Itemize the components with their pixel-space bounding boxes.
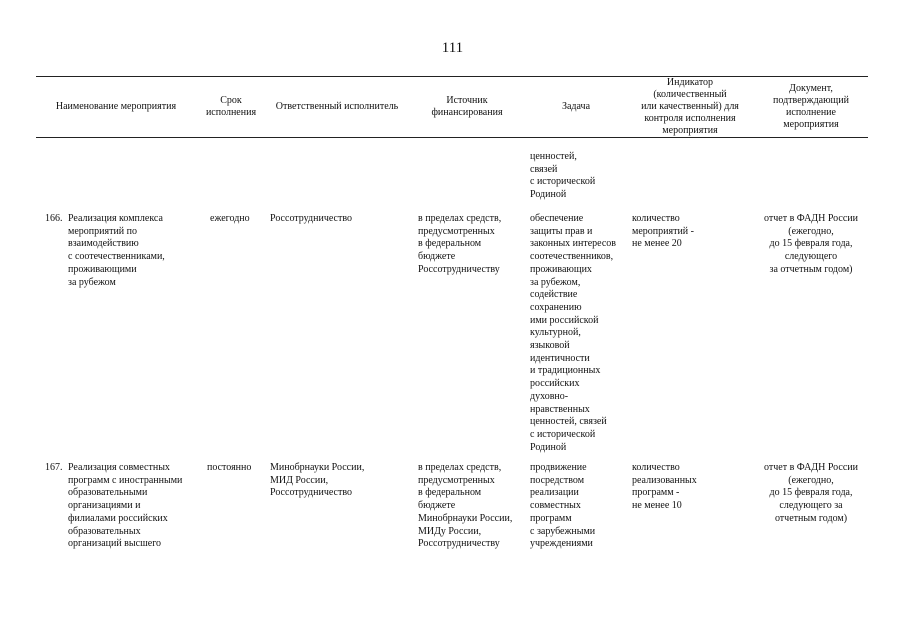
row-166-executor: Россотрудничество	[270, 213, 353, 224]
row-167-task: продвижение посредством реализации совместных программ с зарубежными учреждениями	[530, 462, 596, 550]
row-166-task: обеспечение защиты прав и законных интересов соотечественников, проживающих за рубежом, содействие сохранению ими российской культурной, языковой идентичности и традиционных российских духовно- нравственных ценностей, связей с исторической Родиной	[530, 213, 617, 453]
page-number: 111	[441, 40, 464, 56]
row-166-document: отчет в ФАДН России (ежегодно, до 15 февраля года, следующего за отчетным годом)	[764, 213, 858, 275]
continuation-task-text: ценностей, связей с исторической Родиной	[530, 151, 596, 201]
row-166-number: 166.	[45, 213, 63, 224]
header-indicator	[628, 78, 752, 136]
header-executor	[266, 78, 408, 136]
row-167-name: Реализация совместных программ с иностранными образовательными организациями и филиалами российских образовательных организаций высшего	[68, 462, 183, 550]
header-term-label: Срок исполнения	[205, 95, 257, 118]
header-task	[526, 78, 626, 136]
table-header-bottom-rule	[36, 137, 868, 138]
row-166-funding: в пределах средств, предусмотренных в федеральном бюджете Россотрудничеству	[418, 213, 502, 275]
header-funding-label: Источник финансирования	[431, 95, 503, 118]
header-term	[200, 78, 262, 136]
table-header-top-rule	[36, 76, 868, 77]
header-document-label: Документ, подтверждающий исполнение мероприятия	[773, 83, 849, 130]
header-executor-label: Ответственный исполнитель	[275, 101, 399, 112]
row-166-name: Реализация комплекса мероприятий по взаимодействию с соотечественниками, проживающими за рубежом	[68, 213, 165, 288]
row-166-indicator: количество мероприятий - не менее 20	[632, 213, 694, 250]
row-167-indicator: количество реализованных программ - не менее 10	[632, 462, 697, 512]
row-167-term: постоянно	[207, 462, 252, 473]
header-indicator-label: Индикатор (количественный или качественный) для контроля исполнения мероприятия	[641, 77, 739, 136]
row-167-executor: Минобрнауки России, МИД России, Россотрудничество	[270, 462, 365, 499]
header-event-name-label: Наименование мероприятия	[55, 101, 177, 112]
row-167-funding: в пределах средств, предусмотренных в федеральном бюджете Минобрнауки России, МИДу России, Россотрудничеству	[418, 462, 513, 550]
row-166-term: ежегодно	[210, 213, 250, 224]
row-167-number: 167.	[45, 462, 63, 473]
header-document	[754, 78, 868, 136]
header-funding	[412, 78, 522, 136]
row-167-document: отчет в ФАДН России (ежегодно, до 15 февраля года, следующего за отчетным годом)	[764, 462, 858, 524]
header-task-label: Задача	[561, 101, 591, 112]
header-event-name	[36, 78, 196, 136]
